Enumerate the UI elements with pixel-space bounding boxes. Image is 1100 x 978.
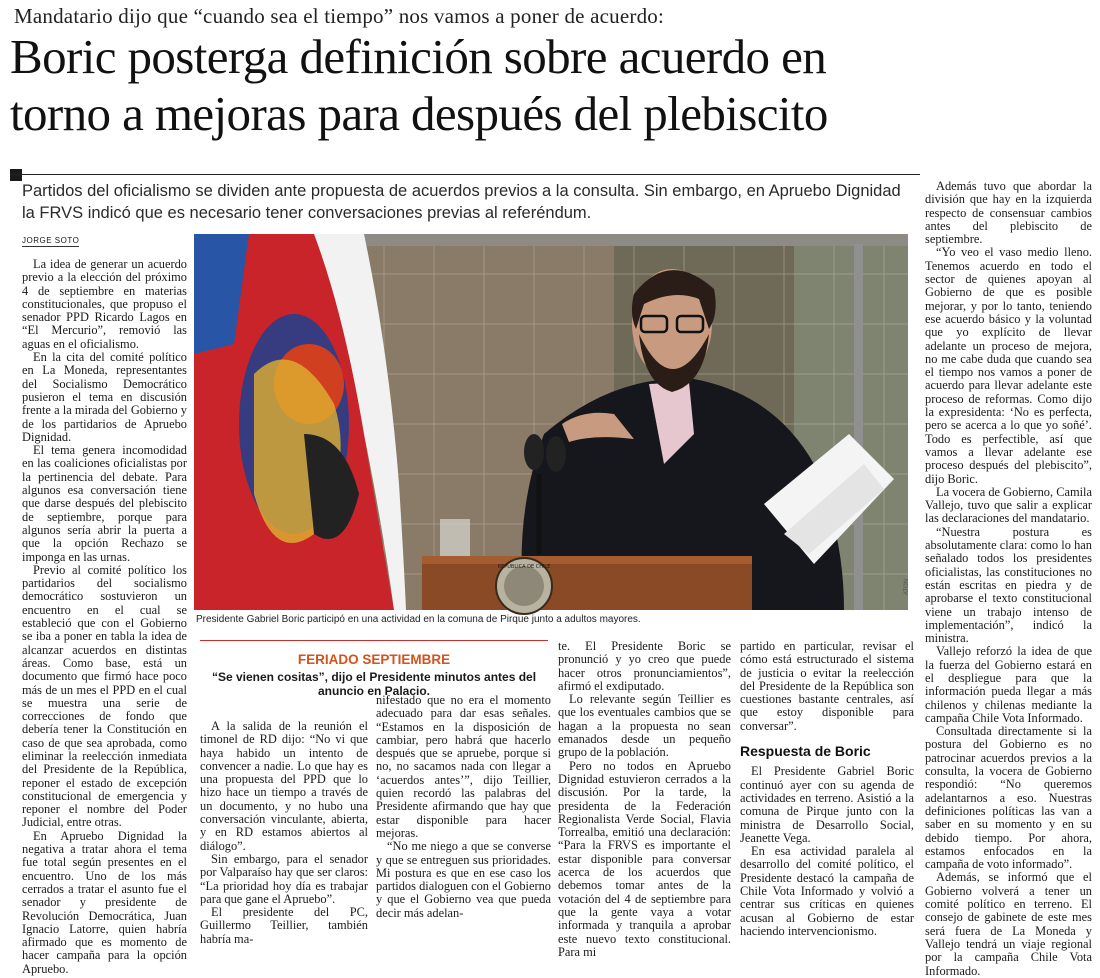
paragraph: “Yo veo el vaso medio lleno. Tenemos acuerdo en todo el sector de quienes apoyan al Gobierno de que es posible mejorar, y por lo tanto, teniendo ese acuerdo básico y la voluntad que yo explícito de llevar adelante un proceso de mejora, no me cabe duda que cuando sea el tiempo nos vamos a poner de acuerdo para llevar adelante este proceso de reformas. Como dijo la expresidenta: ‘No es perfecta, pero se acerca a lo que yo soñé’. Todo es perfectible, así que vamos a llevar adelante ese proceso después del plebiscito”, dijo Boric. — [925, 245, 1092, 486]
paragraph: La idea de generar un acuerdo previo a la elección del próximo 4 de septiembre en materias constitucionales, que propuso el senador PPD Ricardo Lagos en “El Mercurio”, removió las aguas en el oficialismo. — [22, 257, 187, 351]
paragraph: Además tuvo que abordar la división que hay en la izquierda respecto de consensuar cambios antes del plebiscito de septiembre. — [925, 179, 1092, 247]
photo-illustration — [194, 234, 908, 610]
paragraph: El presidente del PC, Guillermo Teillier, también habría ma- — [200, 905, 368, 946]
headline — [10, 28, 1090, 142]
paragraph: El tema genera incomodidad en las coaliciones oficialistas por la pertinencia del debate. Para algunos esa conversación tiene que darse después del plebiscito de septiembre, porque para algunos sería abrir la puerta a que la opción Rechazo se imponga en las urnas. — [22, 443, 187, 564]
paragraph: En esa actividad paralela al desarrollo del comité político, el Presidente destacó la campaña de Chile Vota Informado y volvió a centrar sus críticas en quienes acusan al Gobierno de estar haciendo intervencionismo. — [740, 844, 914, 938]
paragraph: “No me niego a que se converse y que se entreguen sus prioridades. Mi postura es que en ese caso los partidos dialoguen con el Gobierno y que el Gobierno vea que pueda decir más adelan- — [376, 839, 551, 920]
paragraph: nifestado que no era el momento adecuado para dar esas señales. “Estamos en la disposición de cambiar, pero habrá que hacerlo después que se apruebe, porque si no, no sacamos nada con llegar a ‘acuerdos antes’”, dijo Teillier, quien recordó las palabras del Presidente afirmando que hay que estar disponible para hacer mejoras. — [376, 693, 551, 840]
kicker: Mandatario dijo que “cuando sea el tiempo” nos vamos a poner de acuerdo: — [14, 4, 665, 28]
paragraph: Lo relevante según Teillier es que los eventuales cambios que se hagan a la propuesta no sean emanados desde un pequeño grupo de la población. — [558, 692, 731, 760]
headline-line-2: torno a mejoras para después del plebiscito — [10, 86, 828, 141]
paragraph: El Presidente Gabriel Boric continuó ayer con su agenda de actividades en terreno. Asistió a la comuna de Pirque junto con la ministra de Desarrollo Social, Jeanette Vega. — [740, 764, 914, 845]
paragraph: Previo al comité político los partidarios del socialismo democrático sostuvieron un encuentro en el cual se estableció que con el Gobierno se iba a poner en tabla la idea de alcanzar acuerdos en distintas áreas. Como base, está un documento que firmó hace poco más de un mes el PPD en el cual se muestra una serie de correcciones de fondo que debería tener la Constitución en caso de que sea aprobada, como eliminar la reelección inmediata del Presidente de la República, reponer el estado de excepción constitucional de emergencia y reponer el nombre del Poder Judicial, entre otras. — [22, 562, 187, 830]
paragraph: Vallejo reforzó la idea de que la fuerza del Gobierno estará en el despliegue para que la información pueda llegar a más chilenos y chilenas mediante la campaña Chile Vota Informado. — [925, 644, 1092, 725]
photo-credit: ATON — [904, 578, 910, 595]
article-column-1 — [22, 257, 187, 976]
paragraph: Consultada directamente si la postura del Gobierno es no patrocinar acuerdos previos a la consulta, la vocera de Gobierno respondió: “No queremos adelantarnos a eso. Nuestras definiciones políticas las van a saber en su momento y en su debido tiempo. Por ahora, estamos enfocados en la campaña de voto informado”. — [925, 724, 1092, 872]
paragraph: Sin embargo, para el senador por Valparaíso hay que ser claros: “La prioridad hoy día es trabajar para que gane el Apruebo”. — [200, 851, 368, 906]
paragraph: A la salida de la reunión el timonel de RD dijo: “No vi que haya habido un intento de convencer a nadie. Lo que hay es una propuesta del PPD que lo hizo hace un tiempo a través de un documento, y no hubo una conversación vinculante, abierta, y en RD estamos abiertos al diálogo”. — [200, 719, 368, 853]
paragraph: La vocera de Gobierno, Camila Vallejo, tuvo que salir a explicar las declaraciones del mandatario. — [925, 484, 1092, 526]
seal-text: REPÚBLICA DE CHILE — [497, 564, 551, 570]
photo-caption: Presidente Gabriel Boric participó en una actividad en la comuna de Pirque junto a adultos mayores. — [196, 614, 641, 625]
paragraph: Además, se informó que el Gobierno volverá a tener un comité político en terreno. El consejo de gabinete de este mes será fuera de La Moneda y Vallejo tendrá un viaje regional por la campaña Chile Vota Informado. — [925, 870, 1092, 978]
paragraph: partido en particular, revisar el cómo está estructurado el sistema de justicia o evitar la reelección del Presidente de la República son cuestiones bastante centrales, así que estoy disponible para conversar”. — [740, 639, 914, 733]
box-rule — [200, 640, 548, 641]
article-column-5 — [740, 640, 914, 956]
article-column-2 — [200, 720, 368, 956]
article-photo — [194, 234, 908, 610]
water-glass — [440, 519, 470, 557]
paragraph: “Nuestra postura es absolutamente clara: como lo han señalado todos los presidentes oficialistas, las constituciones no están escritas en piedra y de aprobarse el texto constitucional viene un trabajo intenso de implementación”, indicó la ministra. — [925, 524, 1092, 646]
paragraph: te. El Presidente Boric se pronunció y yo creo que puede hacer otros pronunciamientos”, afirmó el exdiputado. — [558, 639, 731, 693]
chile-flag — [194, 234, 406, 610]
article-column-4 — [558, 639, 731, 959]
deck-bullet — [10, 169, 22, 181]
podium — [422, 556, 752, 614]
deck-rule — [10, 174, 920, 175]
headline-line-1: Boric posterga definición sobre acuerdo en — [10, 29, 827, 84]
paragraph: Pero no todos en Apruebo Dignidad estuvieron cerrados a la discusión. Por la tarde, la presidenta de la Federación Regionalista Verde Social, Flavia Torrealba, emitió una declaración: “Para la FRVS es importante el estar disponible para conversar acerca de los acuerdos que debemos tomar antes de la votación del 4 de septiembre para que la gente vaya a votar informada y tranquila a aprobar este nuevo texto constitucional. Para mi — [558, 758, 731, 959]
subhead: Respuesta de Boric — [740, 743, 871, 760]
article-column-3 — [376, 694, 551, 956]
deck: Partidos del oficialismo se dividen ante propuesta de acuerdos previos a la consulta. Sin embargo, en Apruebo Dignidad la FRVS indicó que es necesario tener conversaciones previas al referéndum. — [22, 182, 901, 222]
paragraph: En Apruebo Dignidad la negativa a tratar ahora el tema fue total según presentes en el encuentro. Uno de los más cerrados a tratar el asunto fue el senador y presidente de Revolución Democrática, Juan Ignacio Latorre, quien habría afirmado que es momento de hacer campaña para la opción Apruebo. — [22, 828, 187, 976]
byline: JORGE SOTO — [22, 236, 80, 245]
box-text: “Se vienen cositas”, dijo el Presidente minutos antes del anuncio en Palacio. — [211, 670, 537, 698]
article-column-6 — [925, 179, 1092, 978]
paragraph: En la cita del comité político en La Moneda, representantes del Socialismo Democrático pusieron el tema en discusión frente a la mirada del Gobierno y de los partidarios de Apruebo Dignidad. — [22, 350, 187, 444]
box-title: FERIADO SEPTIEMBRE — [297, 652, 451, 667]
